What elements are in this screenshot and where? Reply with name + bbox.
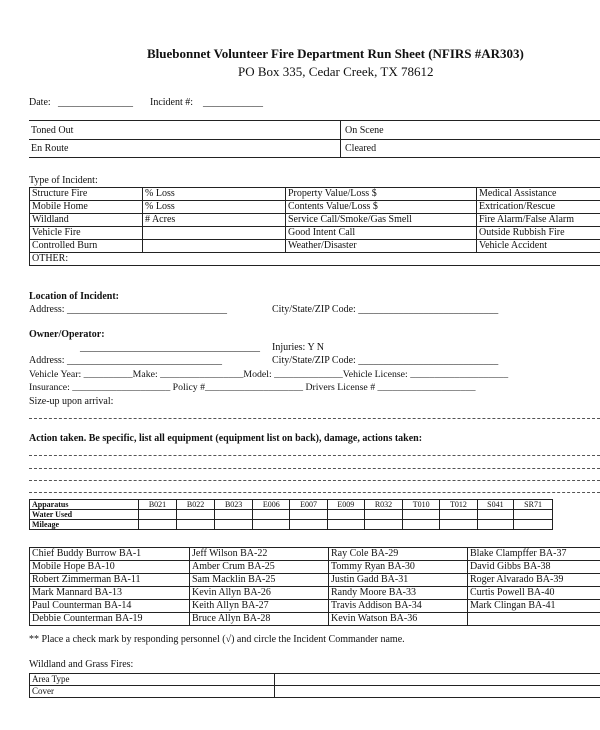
personnel-cell[interactable]: Travis Addison BA-34: [329, 600, 468, 613]
table-row: [30, 561, 600, 574]
water-used-cell[interactable]: [327, 510, 364, 520]
owner-heading: Owner/Operator:: [29, 329, 105, 340]
apparatus-unit: S041: [477, 500, 514, 510]
apparatus-unit: B021: [139, 500, 177, 510]
vehicle-info-field[interactable]: Vehicle Year: __________Make: _________________Model: ______________Vehicle License: ____________________: [29, 369, 509, 380]
incident-type-cell[interactable]: Service Call/Smoke/Gas Smell: [286, 214, 477, 227]
incident-type-cell[interactable]: Outside Rubbish Fire: [477, 227, 600, 240]
personnel-cell[interactable]: Randy Moore BA-33: [329, 587, 468, 600]
apparatus-unit: SR71: [514, 500, 553, 510]
apparatus-row-label: Apparatus: [30, 500, 139, 510]
incident-type-cell[interactable]: Wildland: [30, 214, 143, 227]
location-heading: Location of Incident:: [29, 291, 119, 302]
personnel-cell[interactable]: Paul Counterman BA-14: [30, 600, 190, 613]
sizeup-line[interactable]: [29, 418, 600, 419]
apparatus-unit: R032: [364, 500, 402, 510]
water-used-cell[interactable]: [514, 510, 553, 520]
apparatus-row-label: Mileage: [30, 520, 139, 530]
table-row: [30, 510, 553, 520]
table-row: [30, 240, 600, 253]
on-scene-label: On Scene: [345, 125, 384, 136]
incident-detail-cell[interactable]: % Loss: [143, 201, 286, 214]
incident-detail-cell[interactable]: % Loss: [143, 188, 286, 201]
personnel-cell[interactable]: Curtis Powell BA-40: [468, 587, 600, 600]
incident-type-table: [29, 187, 600, 266]
other-incident-cell[interactable]: OTHER:: [30, 253, 600, 266]
apparatus-unit: B022: [177, 500, 215, 510]
incident-type-cell[interactable]: Structure Fire: [30, 188, 143, 201]
incident-type-cell[interactable]: Good Intent Call: [286, 227, 477, 240]
owner-city-field[interactable]: City/State/ZIP Code: ____________________________: [272, 355, 499, 366]
action-line[interactable]: [29, 492, 600, 493]
wildland-heading: Wildland and Grass Fires:: [29, 659, 134, 670]
mileage-cell[interactable]: [139, 520, 177, 530]
apparatus-unit: T012: [440, 500, 477, 510]
incident-type-cell[interactable]: Contents Value/Loss $: [286, 201, 477, 214]
water-used-cell[interactable]: [477, 510, 514, 520]
table-row: [30, 674, 600, 686]
wildland-label: Cover: [30, 686, 275, 698]
injuries-field[interactable]: Injuries: Y N: [272, 342, 325, 353]
incident-detail-cell[interactable]: [143, 240, 286, 253]
table-row: [30, 613, 600, 626]
water-used-cell[interactable]: [253, 510, 290, 520]
table-row: [30, 600, 600, 613]
incident-number-label: Incident #:: [150, 97, 194, 108]
table-row: [30, 214, 600, 227]
incident-type-cell[interactable]: Fire Alarm/False Alarm: [477, 214, 600, 227]
personnel-cell[interactable]: Mobile Hope BA-10: [30, 561, 190, 574]
table-row: [30, 227, 600, 240]
personnel-cell[interactable]: Bruce Allyn BA-28: [190, 613, 329, 626]
incident-type-cell[interactable]: Weather/Disaster: [286, 240, 477, 253]
personnel-cell[interactable]: Chief Buddy Burrow BA-1: [30, 548, 190, 561]
apparatus-unit: T010: [403, 500, 440, 510]
mileage-cell[interactable]: [327, 520, 364, 530]
personnel-cell[interactable]: David Gibbs BA-38: [468, 561, 600, 574]
personnel-cell[interactable]: Jeff Wilson BA-22: [190, 548, 329, 561]
apparatus-unit: E007: [290, 500, 327, 510]
personnel-cell[interactable]: Justin Gadd BA-31: [329, 574, 468, 587]
incident-type-cell[interactable]: Mobile Home: [30, 201, 143, 214]
mileage-cell[interactable]: [477, 520, 514, 530]
owner-name-field[interactable]: ____________________________________: [80, 342, 260, 353]
mileage-cell[interactable]: [440, 520, 477, 530]
action-line[interactable]: [29, 455, 600, 456]
apparatus-row-label: Water Used: [30, 510, 139, 520]
wildland-label: Area Type: [30, 674, 275, 686]
personnel-cell[interactable]: Ray Cole BA-29: [329, 548, 468, 561]
action-heading: Action taken. Be specific, list all equipment (equipment list on back), damage, actions taken:: [29, 433, 423, 444]
personnel-table: [29, 547, 600, 626]
personnel-cell[interactable]: Roger Alvarado BA-39: [468, 574, 600, 587]
personnel-cell[interactable]: [468, 613, 600, 626]
water-used-cell[interactable]: [139, 510, 177, 520]
incident-detail-cell[interactable]: # Acres: [143, 214, 286, 227]
mileage-cell[interactable]: [403, 520, 440, 530]
mileage-cell[interactable]: [514, 520, 553, 530]
cleared-label: Cleared: [345, 143, 377, 154]
incident-type-heading: Type of Incident:: [29, 175, 98, 186]
mileage-cell[interactable]: [364, 520, 402, 530]
mileage-cell[interactable]: [177, 520, 215, 530]
incident-type-cell[interactable]: Medical Assistance: [477, 188, 600, 201]
personnel-cell[interactable]: Debbie Counterman BA-19: [30, 613, 190, 626]
water-used-cell[interactable]: [177, 510, 215, 520]
date-field[interactable]: _______________: [58, 97, 133, 108]
location-address-field[interactable]: Address: ________________________________: [29, 304, 228, 315]
apparatus-unit: E009: [327, 500, 364, 510]
owner-address-field[interactable]: Address: _______________________________: [29, 355, 223, 366]
mileage-cell[interactable]: [290, 520, 327, 530]
incident-type-cell[interactable]: Extrication/Rescue: [477, 201, 600, 214]
personnel-cell[interactable]: Robert Zimmerman BA-11: [30, 574, 190, 587]
table-row: [30, 574, 600, 587]
sizeup-label: Size-up upon arrival:: [29, 396, 114, 407]
table-row: [30, 188, 600, 201]
incident-type-cell[interactable]: Vehicle Accident: [477, 240, 600, 253]
apparatus-table: [29, 499, 553, 530]
action-line[interactable]: [29, 480, 600, 481]
incident-type-cell[interactable]: Controlled Burn: [30, 240, 143, 253]
table-row: [30, 201, 600, 214]
mileage-cell[interactable]: [253, 520, 290, 530]
personnel-cell[interactable]: Tommy Ryan BA-30: [329, 561, 468, 574]
personnel-cell[interactable]: Kevin Allyn BA-26: [190, 587, 329, 600]
wildland-table: [29, 673, 600, 698]
water-used-cell[interactable]: [290, 510, 327, 520]
form-title: Bluebonnet Volunteer Fire Department Run Sheet (NFIRS #AR303): [147, 46, 524, 61]
table-row: [30, 520, 553, 530]
personnel-cell[interactable]: Amber Crum BA-25: [190, 561, 329, 574]
personnel-cell[interactable]: Blake Clampffer BA-37: [468, 548, 600, 561]
date-label: Date:: [29, 97, 51, 108]
water-used-cell[interactable]: [440, 510, 477, 520]
personnel-cell[interactable]: Mark Clingan BA-41: [468, 600, 600, 613]
insurance-info-field[interactable]: Insurance: ____________________ Policy #____________________ Drivers License # ____________________: [29, 382, 476, 393]
incident-type-cell[interactable]: Property Value/Loss $: [286, 188, 477, 201]
incident-detail-cell[interactable]: [143, 227, 286, 240]
table-row: [30, 686, 600, 698]
personnel-cell[interactable]: Keith Allyn BA-27: [190, 600, 329, 613]
table-row: [30, 587, 600, 600]
table-row: [30, 500, 553, 510]
water-used-cell[interactable]: [215, 510, 253, 520]
water-used-cell[interactable]: [364, 510, 402, 520]
wildland-value-cell[interactable]: [275, 674, 600, 686]
en-route-label: En Route: [31, 143, 69, 154]
apparatus-unit: B023: [215, 500, 253, 510]
personnel-cell[interactable]: Sam Macklin BA-25: [190, 574, 329, 587]
incident-type-cell[interactable]: Vehicle Fire: [30, 227, 143, 240]
personnel-cell[interactable]: Kevin Watson BA-36: [329, 613, 468, 626]
toned-out-label: Toned Out: [31, 125, 74, 136]
water-used-cell[interactable]: [403, 510, 440, 520]
personnel-cell[interactable]: Mark Mannard BA-13: [30, 587, 190, 600]
wildland-value-cell[interactable]: [275, 686, 600, 698]
incident-number-field[interactable]: ____________: [203, 97, 263, 108]
location-city-field[interactable]: City/State/ZIP Code: ____________________________: [272, 304, 499, 315]
personnel-note: ** Place a check mark by responding personnel (√) and circle the Incident Commander name.: [29, 634, 405, 645]
action-line[interactable]: [29, 468, 600, 469]
table-row: [30, 253, 600, 266]
apparatus-unit: E006: [253, 500, 290, 510]
table-row: [30, 548, 600, 561]
mileage-cell[interactable]: [215, 520, 253, 530]
department-address: PO Box 335, Cedar Creek, TX 78612: [238, 64, 434, 79]
